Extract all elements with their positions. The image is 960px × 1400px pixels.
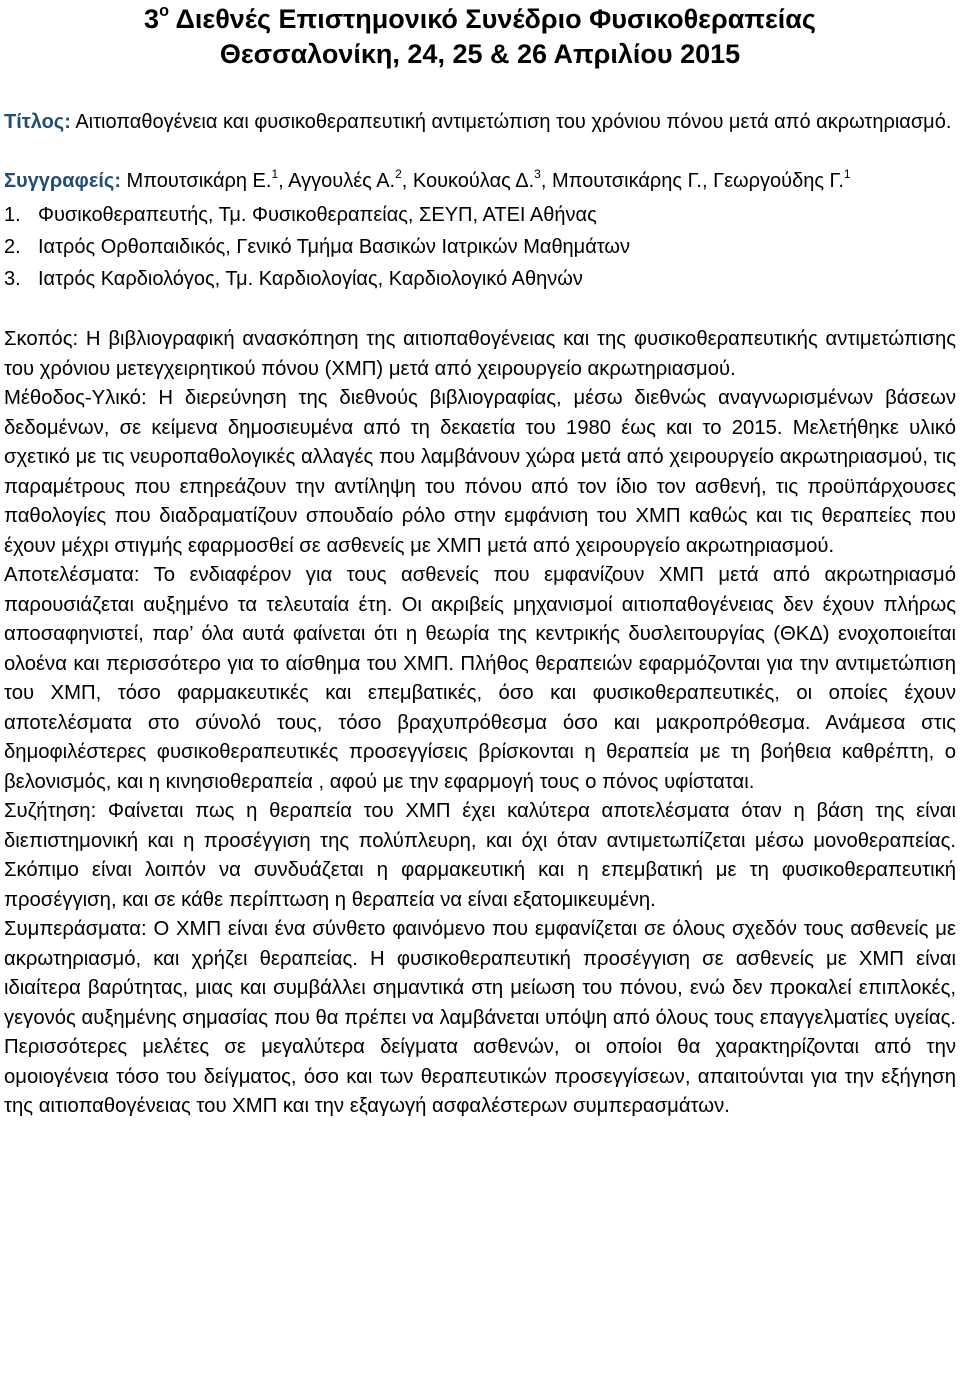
title-ordinal: 3: [144, 4, 160, 34]
paper-title-label: Τίτλος:: [4, 111, 71, 133]
abstract-discussion: Συζήτηση: Φαίνεται πως η θεραπεία του ΧΜΠ έχει καλύτερα αποτελέσματα όταν η βάση της είναι διεπιστημονική και η προσέγγιση της πολύπλευρη, και όχι όταν αντιμετωπίζεται μέσω μονοθεραπείας. Σκόπιμο είναι λοιπόν να συνδυάζεται η φαρμακευτική και η επεμβατική με τη φυσικοθεραπευτική προσέγγιση, και σε κάθε περίπτωση η θεραπεία να είναι εξατομικευμένη.: [4, 800, 956, 911]
conference-location-date: Θεσσαλονίκη, 24, 25 & 26 Απριλίου 2015: [219, 39, 741, 69]
affiliation-number: 3.: [4, 268, 21, 290]
author-5-affil: 1: [843, 167, 851, 182]
author-1-affil: 1: [271, 167, 279, 182]
affiliation-item: [4, 231, 956, 263]
affiliation-item: [4, 263, 956, 295]
author-3-affil: 3: [534, 167, 541, 182]
conference-header: [4, 0, 956, 72]
authors-label: Συγγραφείς:: [4, 170, 121, 192]
abstract-body: [4, 325, 956, 1122]
author-3: , Κουκούλας Δ.: [401, 170, 535, 192]
conference-title: [4, 2, 956, 37]
authors-line: [4, 167, 956, 195]
abstract-conclusions: Συμπεράσματα: Ο ΧΜΠ είναι ένα σύνθετο φαινόμενο που εμφανίζεται σε όλους σχεδόν τους ασθενείς με ακρωτηριασμό, και χρήζει θεραπείας. Η φυσικοθεραπευτική προσέγγιση σε ασθενείς με ΧΜΠ είναι ιδιαίτερα βαρύτητας, μιας και συμβάλλει σημαντικά στη μείωση του πόνου, ενώ δεν προκαλεί επιπλοκές, γεγονός αυξημένης σημασίας που θα πρέπει να λαμβάνεται υπόψη από όλους τους επαγγελματίες υγείας. Περισσότερες μελέτες σε μεγαλύτερα δείγματα ασθενών, οι οποίοι θα χαρακτηρίζονται από την ομοιογένεια τόσο του δείγματος, όσο και των θεραπευτικών προσεγγίσεων, απαιτούνται για την εξήγηση της αιτιοπαθογένειας του ΧΜΠ και την εξαγωγή ασφαλέστερων συμπερασμάτων.: [4, 918, 956, 1117]
title-ordinal-sup: ο: [159, 2, 169, 21]
author-2: , Αγγουλές Α.: [278, 170, 396, 192]
affiliations-list: [4, 199, 956, 295]
affiliation-text: Ιατρός Ορθοπαιδικός, Γενικό Τμήμα Βασικών Ιατρικών Μαθημάτων: [38, 236, 631, 258]
paper-title: [4, 108, 956, 137]
abstract-purpose: Σκοπός: Η βιβλιογραφική ανασκόπηση της αιτιοπαθογένειας και της φυσικοθεραπευτικής αντιμετώπισης του χρόνιου μετεγχειρητικού πόνου (ΧΜΠ) μετά από χειρουργείο ακρωτηριασμού.: [4, 328, 956, 380]
abstract-method: Μέθοδος-Υλικό: Η διερεύνηση της διεθνούς βιβλιογραφίας, μέσω διεθνώς αναγνωρισμένων βάσεων δεδομένων, σε κείμενα δημοσιευμένα από τη δεκαετία του 1980 έως και το 2015. Μελετήθηκε υλικό σχετικό με τις νευροπαθολογικές αλλαγές που λαμβάνουν χώρα μετά από χειρουργείο ακρωτηριασμού, τις παραμέτρους που επηρεάζουν την αντίληψη του πόνου από τον ίδιο τον ασθενή, τις προϋπάρχουσες παθολογίες που διαδραματίζουν σπουδαίο ρόλο στην εμφάνιση του ΧΜΠ καθώς και τις θεραπείες που έχουν μέχρι στιγμής εφαρμοσθεί σε ασθενείς με ΧΜΠ μετά από χειρουργείο ακρωτηριασμού.: [4, 387, 956, 557]
affiliation-number: 2.: [4, 236, 21, 258]
affiliation-number: 1.: [4, 204, 21, 226]
author-2-affil: 2: [395, 167, 402, 182]
author-4-5: , Μπουτσικάρης Γ., Γεωργούδης Γ.: [540, 170, 844, 192]
affiliation-item: [4, 199, 956, 231]
paper-title-text: Αιτιοπαθογένεια και φυσικοθεραπευτική αντιμετώπιση του χρόνιου πόνου μετά από ακρωτηριασμό.: [70, 111, 952, 133]
title-text: Διεθνές Επιστημονικό Συνέδριο Φυσικοθεραπείας: [168, 4, 816, 34]
author-1: Μπουτσικάρη Ε.: [120, 170, 272, 192]
abstract-results: Αποτελέσματα: Το ενδιαφέρον για τους ασθενείς που εμφανίζουν ΧΜΠ μετά από ακρωτηριασμό παρουσιάζεται αυξημένο τα τελευταία έτη. Οι ακριβείς μηχανισμοί αιτιοπαθογένειας δεν έχουν πλήρως αποσαφηνιστεί, παρ’ όλα αυτά φαίνεται ότι η θεωρία της κεντρικής δυσλειτουργίας (ΘΚΔ) ενοχοποιείται ολοένα και περισσότερο για το αίσθημα του ΧΜΠ. Πλήθος θεραπειών εφαρμόζονται για την αντιμετώπιση του ΧΜΠ, τόσο φαρμακευτικές και επεμβατικές, όσο και φυσικοθεραπευτικές, οι οποίες έχουν αποτελέσματα στο σύνολό τους, τόσο βραχυπρόθεσμα όσο και μακροπρόθεσμα. Ανάμεσα στις δημοφιλέστερες φυσικοθεραπευτικές προσεγγίσεις βρίσκονται η θεραπεία με τη βοήθεια καθρέπτη, ο βελονισμός, και η κινησιοθεραπεία , αφού με την εφαρμογή τους ο πόνος υφίσταται.: [4, 564, 956, 793]
affiliation-text: Ιατρός Καρδιολόγος, Τμ. Καρδιολογίας, Καρδιολογικό Αθηνών: [38, 268, 583, 290]
affiliation-text: Φυσικοθεραπευτής, Τμ. Φυσικοθεραπείας, ΣΕΥΠ, ΑΤΕΙ Αθήνας: [38, 204, 597, 226]
